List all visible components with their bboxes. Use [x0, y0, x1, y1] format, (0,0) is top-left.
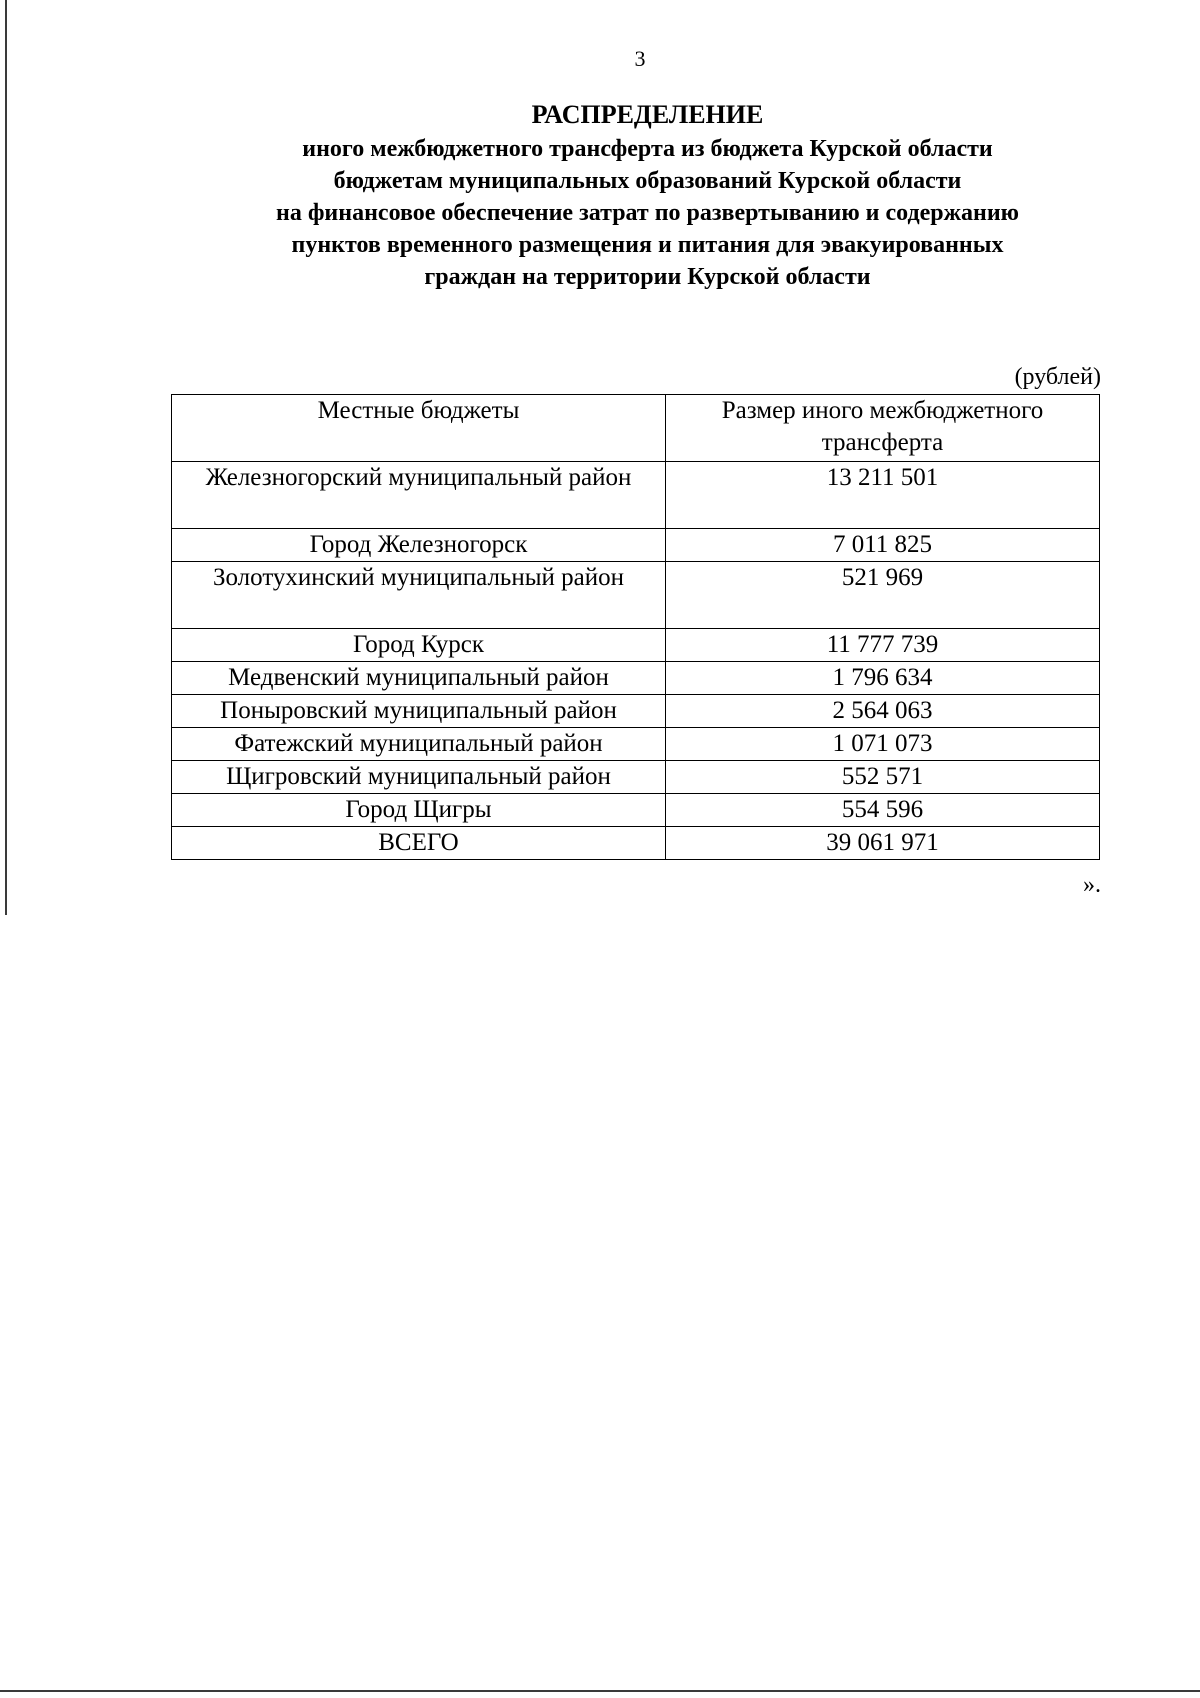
- table-row: [172, 728, 1100, 761]
- row-amount: 7 011 825: [666, 529, 1100, 562]
- row-amount: 11 777 739: [666, 629, 1100, 662]
- row-name: Поныровский муниципальный район: [172, 695, 666, 728]
- scan-edge-left: [5, 0, 7, 915]
- title-line-5: граждан на территории Курской области: [424, 264, 871, 290]
- row-amount: 1 796 634: [666, 662, 1100, 695]
- table-row: [172, 695, 1100, 728]
- row-name: Медвенский муниципальный район: [172, 662, 666, 695]
- title-line-3: на финансовое обеспечение затрат по развертыванию и содержанию: [276, 200, 1019, 226]
- header-local-budgets: Местные бюджеты: [172, 395, 666, 462]
- table-header-row: [172, 395, 1100, 462]
- row-amount: 552 571: [666, 761, 1100, 794]
- table-row: [172, 662, 1100, 695]
- row-name: Город Курск: [172, 629, 666, 662]
- title-line-2: бюджетам муниципальных образований Курской области: [333, 168, 962, 194]
- title-line-4: пунктов временного размещения и питания для эвакуированных: [291, 232, 1004, 258]
- row-name: Город Железногорск: [172, 529, 666, 562]
- row-name: Железногорский муниципальный район: [172, 462, 666, 529]
- row-amount: 13 211 501: [666, 462, 1100, 529]
- row-amount: 2 564 063: [666, 695, 1100, 728]
- total-amount: 39 061 971: [666, 827, 1100, 860]
- total-label: ВСЕГО: [172, 827, 666, 860]
- page-number: 3: [634, 46, 646, 71]
- table-row: [172, 761, 1100, 794]
- row-name: Щигровский муниципальный район: [172, 761, 666, 794]
- title-line-1: иного межбюджетного трансферта из бюджета Курской области: [302, 136, 993, 162]
- scan-edge-bottom: [0, 1690, 1200, 1692]
- table-row: [172, 462, 1100, 529]
- closing-quote: ».: [1083, 872, 1101, 898]
- document-title: [100, 97, 1195, 293]
- table-row: [172, 629, 1100, 662]
- row-name: Город Щигры: [172, 794, 666, 827]
- table-row: [172, 562, 1100, 629]
- header-transfer-amount: Размер иного межбюджетного трансферта: [666, 395, 1100, 462]
- row-amount: 1 071 073: [666, 728, 1100, 761]
- row-name: Фатежский муниципальный район: [172, 728, 666, 761]
- row-amount: 521 969: [666, 562, 1100, 629]
- table-total-row: [172, 827, 1100, 860]
- title-main: РАСПРЕДЕЛЕНИЕ: [531, 100, 764, 129]
- row-name: Золотухинский муниципальный район: [172, 562, 666, 629]
- table-row: [172, 794, 1100, 827]
- row-amount: 554 596: [666, 794, 1100, 827]
- table-row: [172, 529, 1100, 562]
- budget-distribution-table: [171, 394, 1100, 860]
- unit-label: (рублей): [1014, 364, 1101, 390]
